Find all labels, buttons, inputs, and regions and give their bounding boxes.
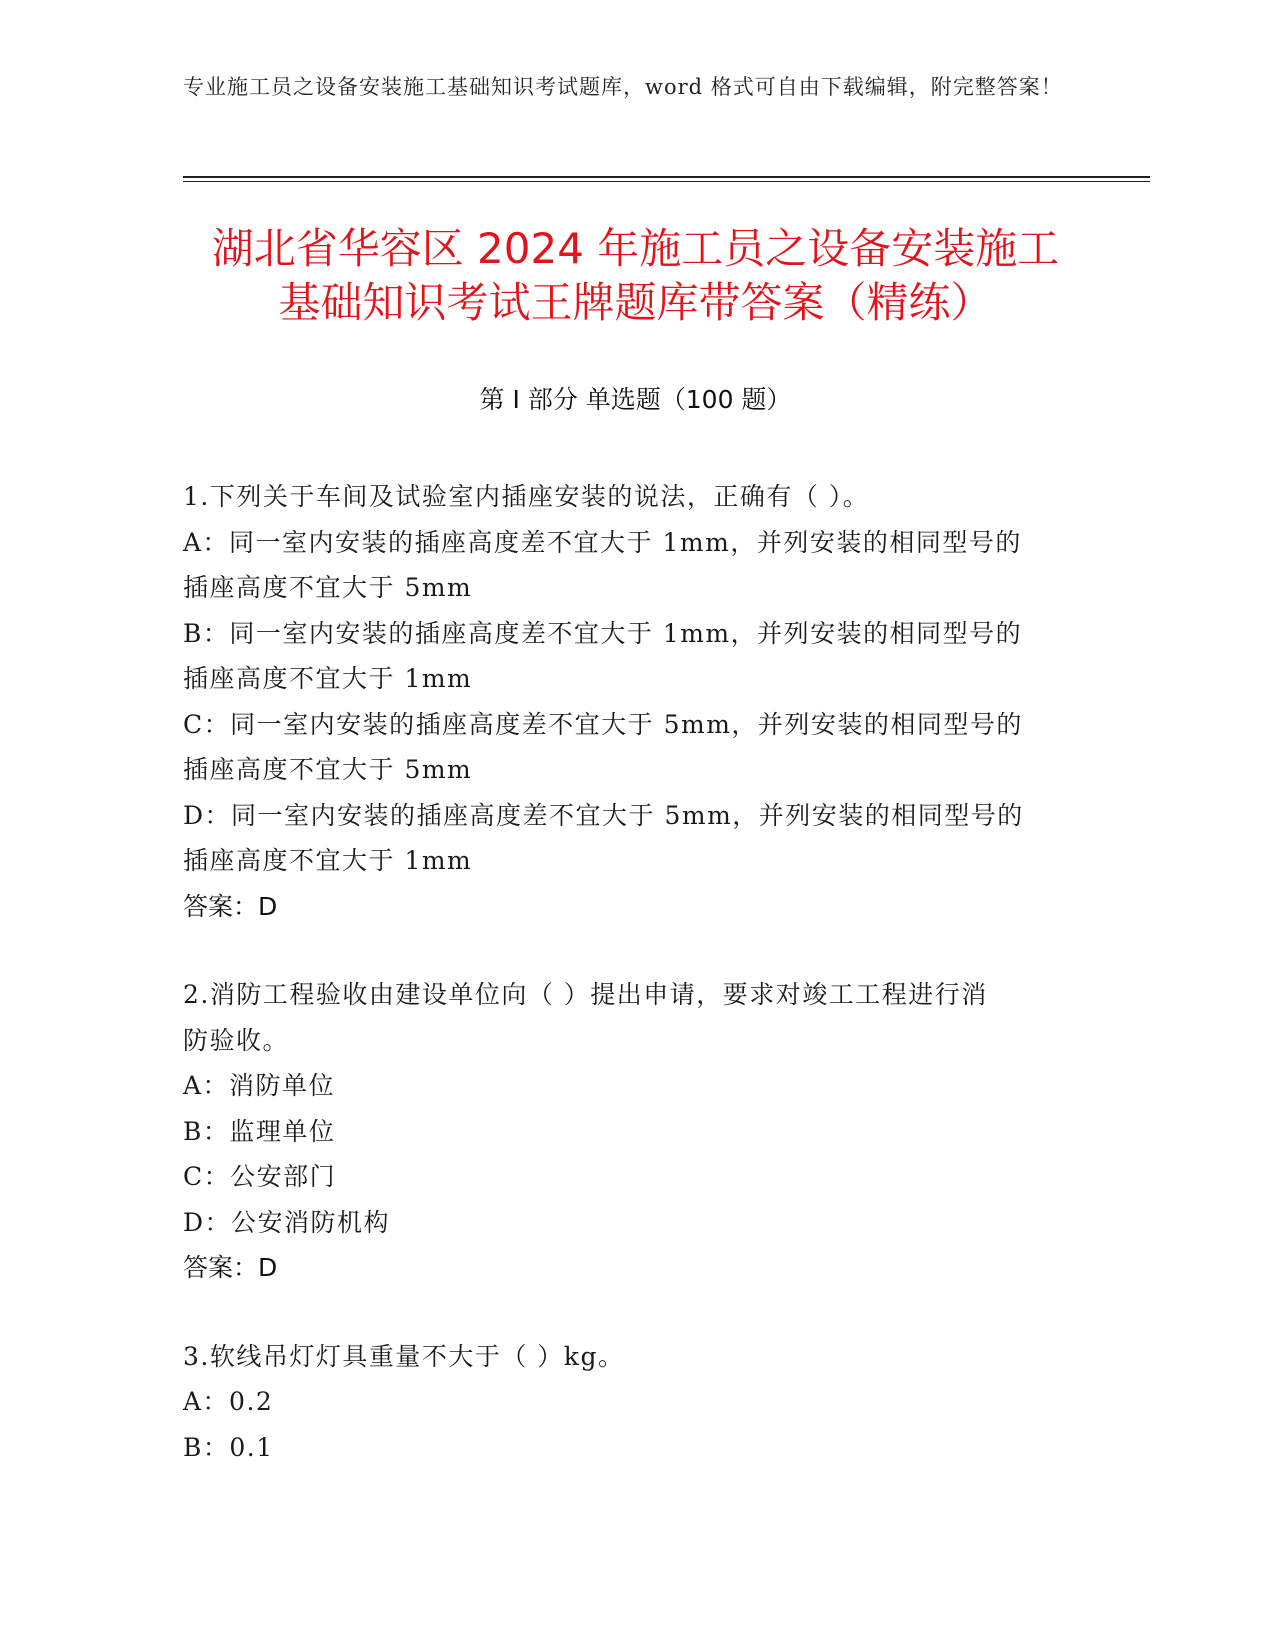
question-1	[183, 474, 1088, 929]
question-1-option-a: A：同一室内安装的插座高度差不宜大于 1mm，并列安装的相同型号的	[183, 527, 1022, 557]
question-1-option-c: C：同一室内安装的插座高度差不宜大于 5mm，并列安装的相同型号的	[183, 709, 1023, 739]
question-1-option-c-cont: 插座高度不宜大于 5mm	[183, 755, 473, 784]
question-3-option-b: B：0.1	[183, 1432, 274, 1462]
question-3-stem: 3.软线吊灯灯具重量不大于（ ）kg。	[183, 1341, 625, 1371]
question-1-option-a-cont: 插座高度不宜大于 5mm	[183, 573, 473, 602]
question-2-option-d: D：公安消防机构	[183, 1207, 391, 1237]
question-list	[183, 474, 1088, 1470]
header-rule-thick	[183, 176, 1150, 178]
question-1-option-d-cont: 插座高度不宜大于 1mm	[183, 846, 473, 875]
title-line-1: 湖北省华容区 2024 年施工员之设备安装施工	[211, 224, 1060, 273]
question-1-stem: 1.下列关于车间及试验室内插座安装的说法，正确有（ ）。	[183, 482, 870, 511]
document-title	[183, 222, 1088, 330]
question-3-option-a: A：0.2	[183, 1387, 274, 1416]
header-note: 专业施工员之设备安装施工基础知识考试题库，word 格式可自由下载编辑，附完整答案！	[183, 75, 1063, 99]
question-1-option-b-cont: 插座高度不宜大于 1mm	[183, 664, 473, 693]
question-2-option-b: B：监理单位	[183, 1116, 336, 1146]
question-2-stem: 2.消防工程验收由建设单位向（ ）提出申请，要求对竣工工程进行消	[183, 980, 988, 1009]
section-title: 第 I 部分 单选题（100 题）	[479, 385, 792, 414]
header-rule-thin	[183, 181, 1150, 182]
question-2-option-a: A：消防单位	[183, 1071, 336, 1100]
question-2-stem-cont: 防验收。	[183, 1025, 290, 1055]
title-line-2: 基础知识考试王牌题库带答案（精练）	[278, 278, 993, 327]
question-2	[183, 972, 1088, 1291]
question-1-answer: 答案：D	[183, 891, 278, 921]
question-1-option-b: B：同一室内安装的插座高度差不宜大于 1mm，并列安装的相同型号的	[183, 618, 1023, 648]
question-2-option-c: C：公安部门	[183, 1162, 337, 1191]
question-1-option-d: D：同一室内安装的插座高度差不宜大于 5mm，并列安装的相同型号的	[183, 800, 1024, 830]
question-3	[183, 1334, 1088, 1471]
question-2-answer: 答案：D	[183, 1253, 278, 1282]
